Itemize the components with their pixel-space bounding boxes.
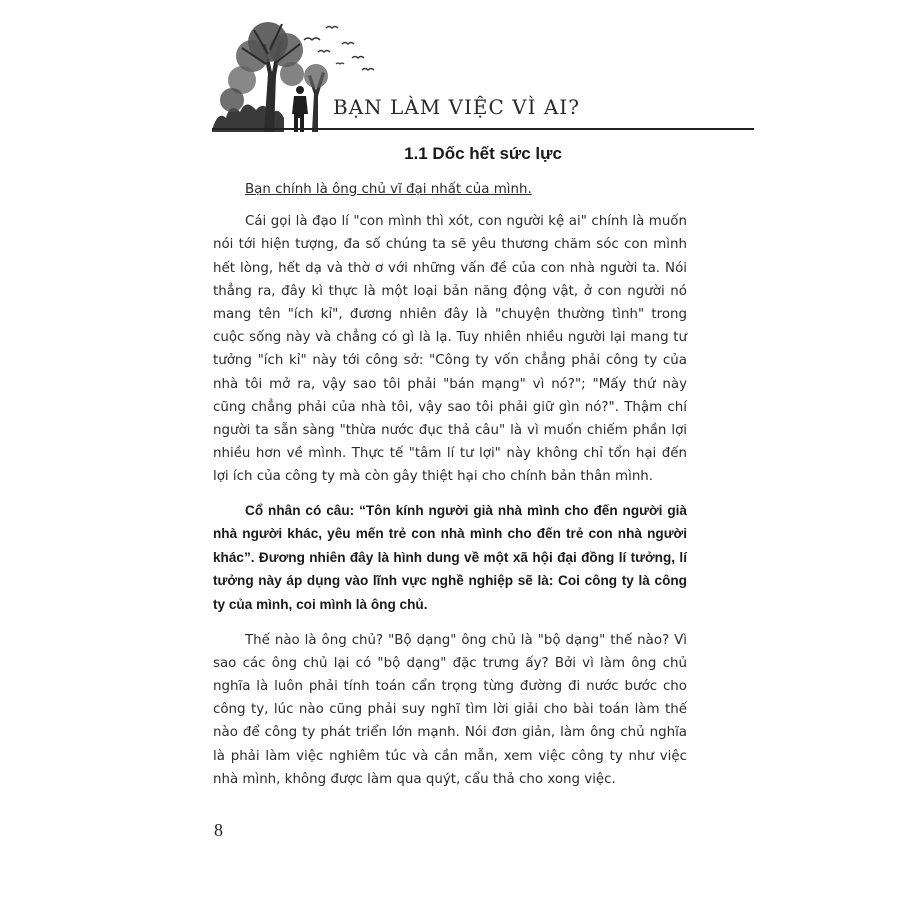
section-heading: 1.1 Dốc hết sức lực bbox=[404, 144, 562, 163]
body-text bbox=[213, 178, 687, 801]
paragraph-1: Cái gọi là đạo lí "con mình thì xót, con người kệ ai" chính là muốn nói tới hiện tượng, đa số chúng ta sẽ yêu thương chăm sóc con mình hết lòng, hết dạ và thờ ơ với những vấn đề của con nhà người ta. Nói thẳng ra, đây kì thực là một loại bản năng động vật, ở con người nó mang tên "ích kỉ", đương nhiên đây là "chuyện thường tình" trong cuộc sống này và chẳng có gì là lạ. Tuy nhiên nhiều người lại mang tư tưởng "ích kỉ" này tới công sở: "Công ty vốn chẳng phải công ty của nhà tôi mở ra, vậy sao tôi phải "bán mạng" vì nó?"; "Mấy thứ này cũng chẳng phải của nhà tôi, vậy sao tôi phải giữ gìn nó?". Thậm chí người ta sẵn sàng "thừa nước đục thả câu" là vì muốn chiếm phần lợi nhiều hơn về mình. Thực tế "tâm lí tư lợi" này không chỉ tổn hại đến lợi ích của công ty mà còn gây thiệt hại cho chính bản thân mình. bbox=[213, 214, 687, 485]
chapter-title: BẠN LÀM VIỆC VÌ AI? bbox=[333, 95, 580, 119]
paragraph-2-bold-quote: Cổ nhân có câu: “Tôn kính người già nhà mình cho đến người già nhà người khác, yêu mến trẻ con nhà mình cho đến trẻ con nhà người khác”. Đương nhiên đây là hình dung về một xã hội đại đồng lí tưởng, lí tưởng này áp dụng vào lĩnh vực nghề nghiệp sẽ là: Coi công ty là công ty của mình, coi mình là ông chủ. bbox=[213, 502, 687, 613]
header-divider bbox=[212, 128, 754, 130]
paragraph-3: Thế nào là ông chủ? "Bộ dạng" ông chủ là "bộ dạng" thế nào? Vì sao các ông chủ lại có "bộ dạng" đặc trưng ấy? Bởi vì làm ông chủ nghĩa là luôn phải tính toán cẩn trọng từng đường đi nước bước cho công ty, lúc nào cũng phải suy nghĩ tìm lời giải cho bài toán làm thế nào để công ty phát triển lớn mạnh. Nói đơn giản, làm ông chủ nghĩa là phải làm việc nghiêm túc và cần mẫn, xem việc công ty như việc nhà mình, không được làm qua quýt, cẩu thả cho xong việc. bbox=[213, 632, 687, 787]
page-number: 8 bbox=[214, 820, 223, 840]
section-subtitle: Bạn chính là ông chủ vĩ đại nhất của mình. bbox=[245, 182, 532, 197]
flying-birds-icon bbox=[300, 20, 380, 80]
